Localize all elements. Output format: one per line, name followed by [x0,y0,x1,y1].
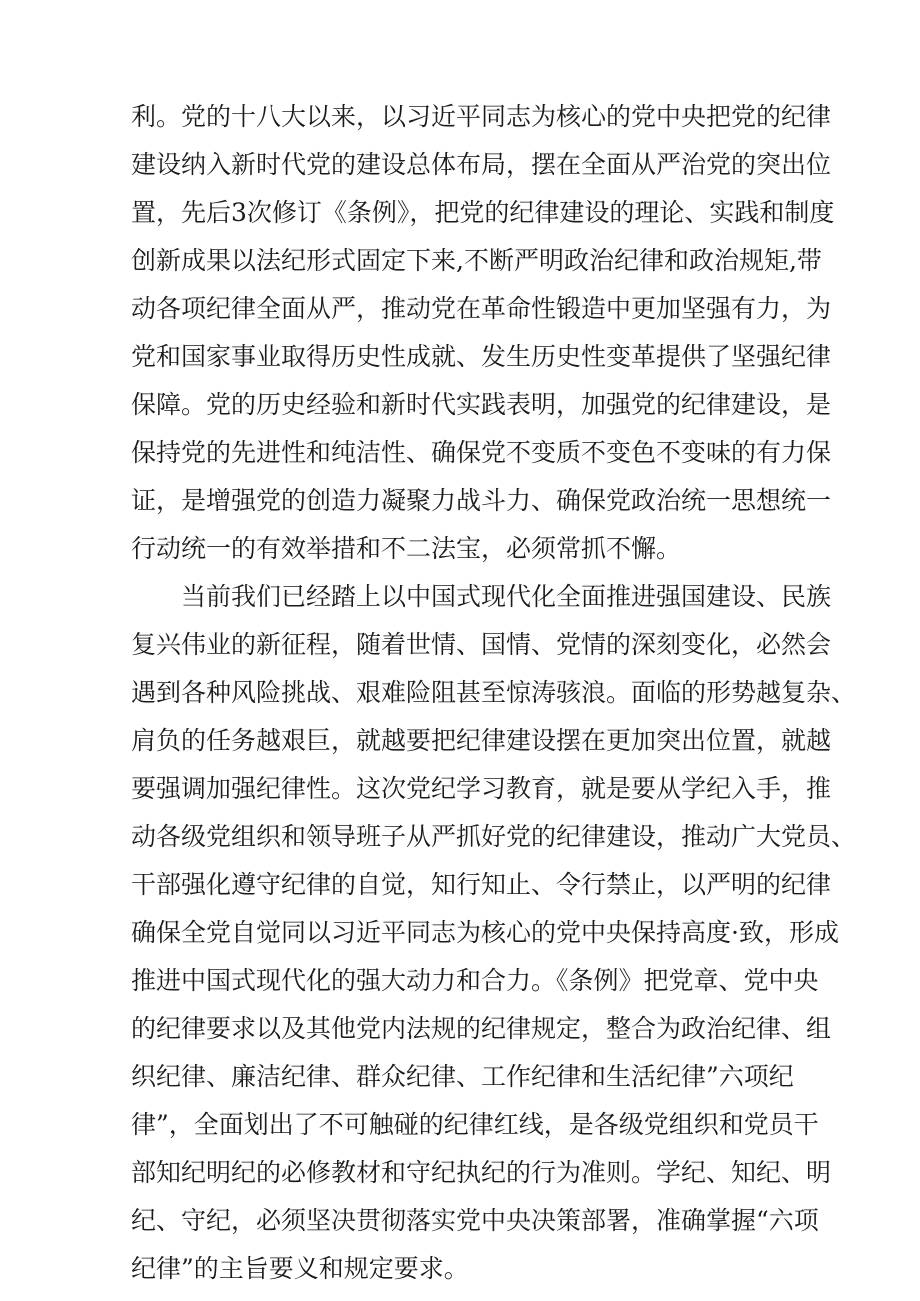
text-line: 要强调加强纪律性。这次党纪学习教育，就是要从学纪入手，推 [131,774,832,803]
text-line: 的纪律要求以及其他党内法规的纪律规定，整合为政治纪律、组 [131,1014,832,1043]
text-line: 创新成果以法纪形式固定下来,不断严明政治纪律和政治规矩,带 [131,246,822,275]
text-line: 保持党的先进性和纯洁性、确保党不变质不变色不变味的有力保 [131,438,832,467]
text-line: 建设纳入新时代党的建设总体布局，摆在全面从严治党的突出位 [131,150,832,179]
text-line: 当前我们已经踏上以中国式现代化全面推进强国建设、民族 [181,582,832,611]
text-line: 纪、守纪，必须坚决贯彻落实党中央决策部署，准确掌握“六项 [131,1206,819,1235]
text-line: 证，是增强党的创造力凝聚力战斗力、确保党政治统一思想统一 [131,486,832,515]
text-line: 干部强化遵守纪律的自觉，知行知止、令行禁止，以严明的纪律 [131,870,832,899]
text-line: 律”，全面划出了不可触碰的纪律红线，是各级党组织和党员干 [131,1110,819,1139]
text-line: 推进中国式现代化的强大动力和合力。《条例》把党章、党中央 [131,966,819,995]
text-line: 党和国家事业取得历史性成就、发生历史性变革提供了坚强纪律 [131,342,832,371]
text-line: 遇到各种风险挑战、艰难险阻甚至惊涛骇浪。面临的形势越复杂、 [131,678,857,707]
paragraph-1 [131,93,835,573]
text-line: 部知纪明纪的必修教材和守纪执纪的行为准则。学纪、知纪、明 [131,1158,832,1187]
text-line: 置，先后3次修订《条例》，把党的纪律建设的理论、实践和制度 [131,198,835,227]
text-line: 保障。党的历史经验和新时代实践表明，加强党的纪律建设，是 [131,390,832,419]
text-line: 肩负的任务越艰巨，就越要把纪律建设摆在更加突出位置，就越 [131,726,832,755]
text-line: 确保全党自觉同以习近平同志为核心的党中央保持高度·致，形成 [131,918,839,947]
text-line: 动各项纪律全面从严，推动党在革命性锻造中更加坚强有力，为 [131,294,832,323]
paragraph-2 [131,573,857,1293]
text-line: 织纪律、廉洁纪律、群众纪律、工作纪律和生活纪律”六项纪 [131,1062,794,1091]
text-line: 纪律”的主旨要义和规定要求。 [131,1254,469,1283]
body-text [131,93,857,1293]
text-line: 利。党的十八大以来，以习近平同志为核心的党中央把党的纪律 [131,102,832,131]
text-line: 动各级党组织和领导班子从严抓好党的纪律建设，推动广大党员、 [131,822,857,851]
text-line: 行动统一的有效举措和不二法宝，必须常抓不懈。 [131,534,682,563]
text-line: 复兴伟业的新征程，随着世情、国情、党情的深刻变化，必然会 [131,630,832,659]
